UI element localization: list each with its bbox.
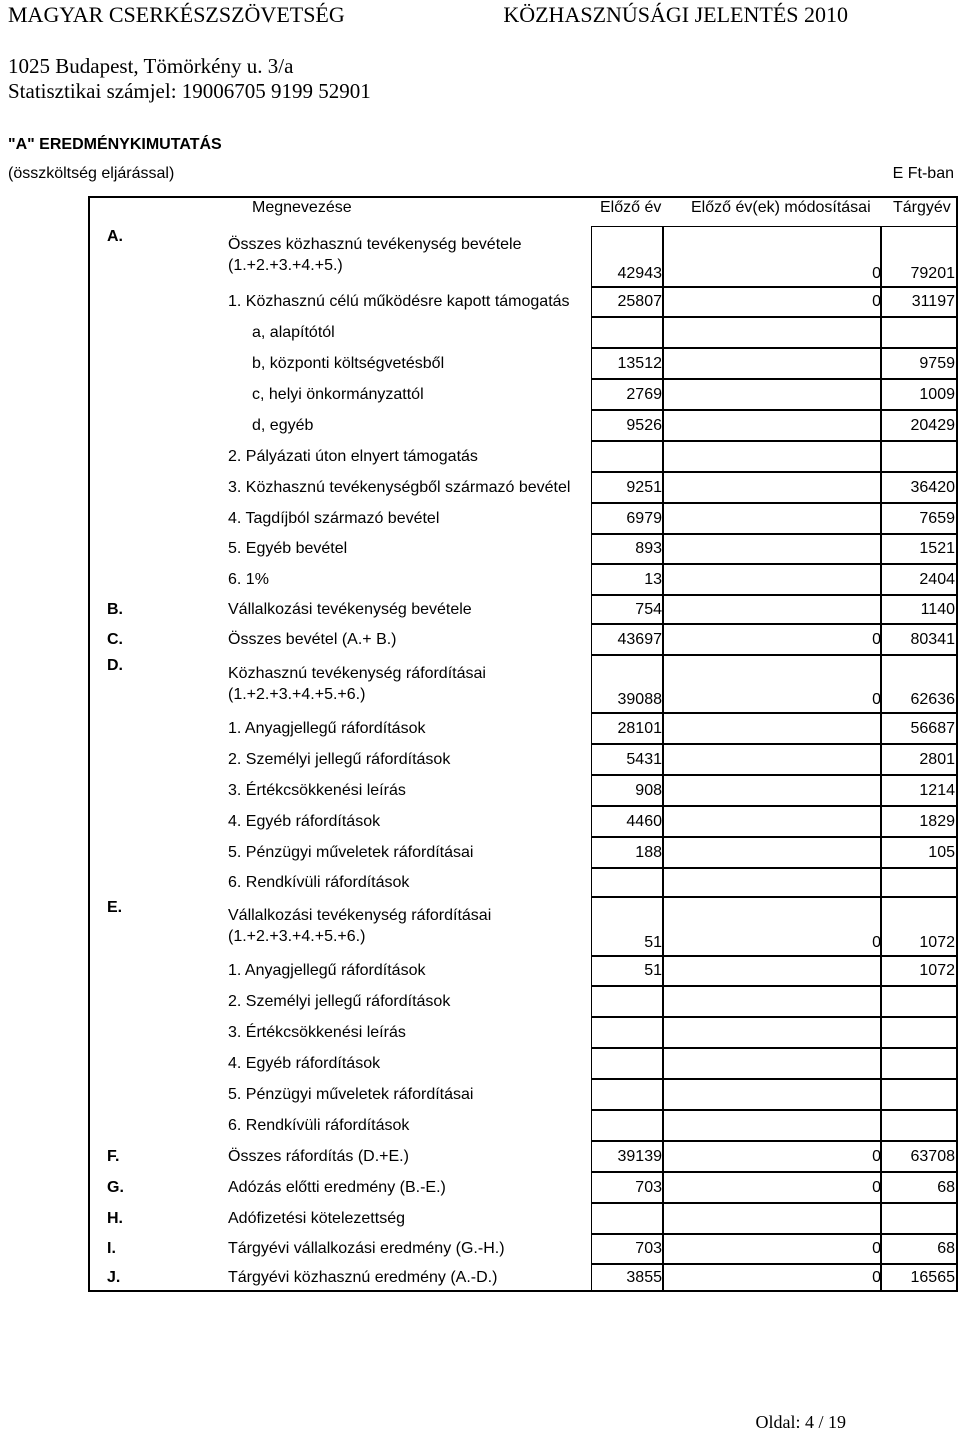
row-label: 3. Közhasznú tevékenységből származó bevétel <box>228 478 571 496</box>
statement-subtitle: (összköltség eljárással) <box>8 165 175 182</box>
row-label: Tárgyévi vállalkozási eredmény (G.-H.) <box>228 1240 505 1257</box>
section-letter: D. <box>107 657 123 674</box>
table-row <box>0 441 960 472</box>
currency-unit: E Ft-ban <box>892 165 954 182</box>
prev-value: 39088 <box>617 691 662 708</box>
row-label: 1. Anyagjellegű ráfordítások <box>228 962 426 979</box>
row-label: 3. Értékcsökkenési leírás <box>228 1023 406 1041</box>
cur-value: 56687 <box>910 719 955 737</box>
row-label: Közhasznú tevékenység ráfordításai <box>228 665 486 682</box>
table-row <box>0 1234 960 1264</box>
mod-value: 0 <box>872 1240 881 1257</box>
cur-value: 2801 <box>919 750 955 768</box>
cur-value: 68 <box>937 1240 955 1257</box>
prev-value: 703 <box>635 1240 662 1257</box>
prev-value: 39139 <box>617 1147 662 1165</box>
row-label: Összes ráfordítás (D.+E.) <box>228 1147 409 1165</box>
row-label: 2. Személyi jellegű ráfordítások <box>228 992 451 1010</box>
table-row <box>0 624 960 655</box>
table-row <box>0 986 960 1017</box>
prev-value: 703 <box>635 1178 662 1196</box>
row-label: Összes bevétel (A.+ B.) <box>228 630 397 648</box>
table-row <box>0 868 960 897</box>
prev-value: 2769 <box>626 385 662 403</box>
prev-value: 13512 <box>617 354 662 372</box>
prev-value: 51 <box>644 934 662 951</box>
cur-value: 2404 <box>919 570 955 588</box>
cur-value: 68 <box>937 1178 955 1196</box>
table-row <box>0 1048 960 1079</box>
mod-value: 0 <box>872 934 881 951</box>
table-row <box>0 713 960 744</box>
table-row <box>0 595 960 624</box>
row-label: Vállalkozási tevékenység ráfordításai <box>228 907 492 924</box>
cur-value: 1214 <box>919 781 955 799</box>
row-label-formula: (1.+2.+3.+4.+5.) <box>228 257 343 274</box>
section-letter: J. <box>107 1269 121 1286</box>
table-row <box>0 1172 960 1203</box>
prev-value: 13 <box>644 570 662 588</box>
row-label: 4. Tagdíjból származó bevétel <box>228 509 440 527</box>
mod-value: 0 <box>872 265 881 282</box>
table-row <box>0 472 960 503</box>
prev-value: 893 <box>635 540 662 557</box>
table-row <box>0 317 960 348</box>
organization-name: MAGYAR CSERKÉSZSZÖVETSÉG <box>8 2 345 27</box>
row-label: Adózás előtti eredmény (B.-E.) <box>228 1178 446 1196</box>
row-label: a, alapítótól <box>252 323 335 341</box>
row-label: Vállalkozási tevékenység bevétele <box>228 600 472 618</box>
table-row <box>0 1141 960 1172</box>
table-row <box>0 1203 960 1234</box>
row-label-formula: (1.+2.+3.+4.+5.+6.) <box>228 928 366 945</box>
cur-value: 1521 <box>919 540 955 557</box>
cur-value: 1072 <box>919 962 955 979</box>
table-row <box>0 379 960 410</box>
row-label: 6. Rendkívüli ráfordítások <box>228 1116 410 1134</box>
mod-value: 0 <box>872 293 881 310</box>
row-label: 6. Rendkívüli ráfordítások <box>228 873 410 891</box>
cur-value: 31197 <box>911 293 955 310</box>
cur-value: 7659 <box>919 509 955 527</box>
cur-value: 79201 <box>910 265 955 282</box>
prev-value: 4460 <box>626 812 662 830</box>
section-letter: I. <box>107 1240 116 1257</box>
table-row <box>0 287 960 317</box>
section-letter: A. <box>107 228 123 245</box>
prev-value: 28101 <box>617 719 662 737</box>
column-header-modifications: Előző év(ek) módosításai <box>691 199 871 216</box>
cur-value: 36420 <box>910 478 955 496</box>
prev-value: 6979 <box>626 509 662 527</box>
cur-value: 20429 <box>910 416 955 434</box>
table-row <box>0 410 960 441</box>
table-row <box>0 348 960 379</box>
row-label: b, központi költségvetésből <box>252 354 445 372</box>
mod-value: 0 <box>872 1147 881 1165</box>
prev-value: 5431 <box>626 750 662 768</box>
row-label: 4. Egyéb ráfordítások <box>228 1054 381 1072</box>
table-row <box>0 744 960 775</box>
table-row <box>0 564 960 595</box>
mod-value: 0 <box>872 630 881 648</box>
column-header-previous-year: Előző év <box>600 199 662 216</box>
row-label: 4. Egyéb ráfordítások <box>228 812 381 830</box>
prev-value: 43697 <box>617 630 662 648</box>
section-letter: H. <box>107 1209 123 1227</box>
table-row <box>0 1264 960 1292</box>
prev-value: 42943 <box>617 265 662 282</box>
row-label: c, helyi önkormányzattól <box>252 385 424 403</box>
page-number: Oldal: 4 / 19 <box>755 1412 846 1432</box>
row-label: d, egyéb <box>252 416 314 434</box>
table-row <box>0 503 960 534</box>
section-letter: F. <box>107 1147 120 1165</box>
table-row <box>0 1110 960 1141</box>
row-label: 3. Értékcsökkenési leírás <box>228 781 406 799</box>
prev-value: 908 <box>635 781 662 799</box>
section-letter: B. <box>107 600 123 618</box>
statistical-number: Statisztikai számjel: 19006705 9199 52901 <box>8 79 371 103</box>
table-row <box>0 1017 960 1048</box>
row-label: 6. 1% <box>228 570 269 588</box>
report-name: KÖZHASZNÚSÁGI JELENTÉS 2010 <box>503 2 848 27</box>
row-label-formula: (1.+2.+3.+4.+5.+6.) <box>228 686 366 703</box>
table-row <box>0 897 960 956</box>
cur-value: 80341 <box>910 630 955 648</box>
cur-value: 1009 <box>919 385 955 403</box>
row-label: 2. Pályázati úton elnyert támogatás <box>228 447 478 465</box>
table-row <box>0 806 960 837</box>
prev-value: 3855 <box>626 1269 662 1286</box>
mod-value: 0 <box>872 1269 881 1286</box>
cur-value: 1140 <box>920 600 955 618</box>
row-label: Összes közhasznú tevékenység bevétele <box>228 236 522 253</box>
row-label: 5. Pénzügyi műveletek ráfordításai <box>228 843 474 861</box>
prev-value: 188 <box>635 843 662 861</box>
table-row <box>0 775 960 806</box>
row-label: 1. Közhasznú célú működésre kapott támogatás <box>228 293 570 310</box>
cur-value: 16565 <box>910 1269 955 1286</box>
table-row <box>0 534 960 564</box>
mod-value: 0 <box>872 1178 881 1196</box>
cur-value: 105 <box>928 843 955 861</box>
cur-value: 1072 <box>919 934 955 951</box>
statement-title: "A" EREDMÉNYKIMUTATÁS <box>8 136 222 153</box>
row-label: 2. Személyi jellegű ráfordítások <box>228 750 451 768</box>
section-letter: E. <box>107 899 123 916</box>
table-row <box>0 1079 960 1110</box>
section-letter: G. <box>107 1178 124 1196</box>
table-row <box>0 226 960 287</box>
address: 1025 Budapest, Tömörkény u. 3/a <box>8 54 294 78</box>
mod-value: 0 <box>872 691 881 708</box>
section-letter: C. <box>107 630 123 648</box>
row-label: Tárgyévi közhasznú eredmény (A.-D.) <box>228 1269 498 1286</box>
cur-value: 1829 <box>919 812 955 830</box>
prev-value: 51 <box>644 962 662 979</box>
cur-value: 62636 <box>910 691 955 708</box>
prev-value: 25807 <box>617 293 662 310</box>
row-label: Adófizetési kötelezettség <box>228 1209 405 1227</box>
row-label: 5. Egyéb bevétel <box>228 540 348 557</box>
table-row <box>0 956 960 986</box>
prev-value: 9526 <box>626 416 662 434</box>
cur-value: 63708 <box>910 1147 955 1165</box>
prev-value: 754 <box>635 600 662 618</box>
column-header-current-year: Tárgyév <box>893 199 951 216</box>
row-label: 5. Pénzügyi műveletek ráfordításai <box>228 1085 474 1103</box>
cur-value: 9759 <box>919 354 955 372</box>
table-row <box>0 655 960 713</box>
column-header-name: Megnevezése <box>252 199 352 216</box>
table-row <box>0 837 960 868</box>
row-label: 1. Anyagjellegű ráfordítások <box>228 719 426 737</box>
prev-value: 9251 <box>626 478 662 496</box>
